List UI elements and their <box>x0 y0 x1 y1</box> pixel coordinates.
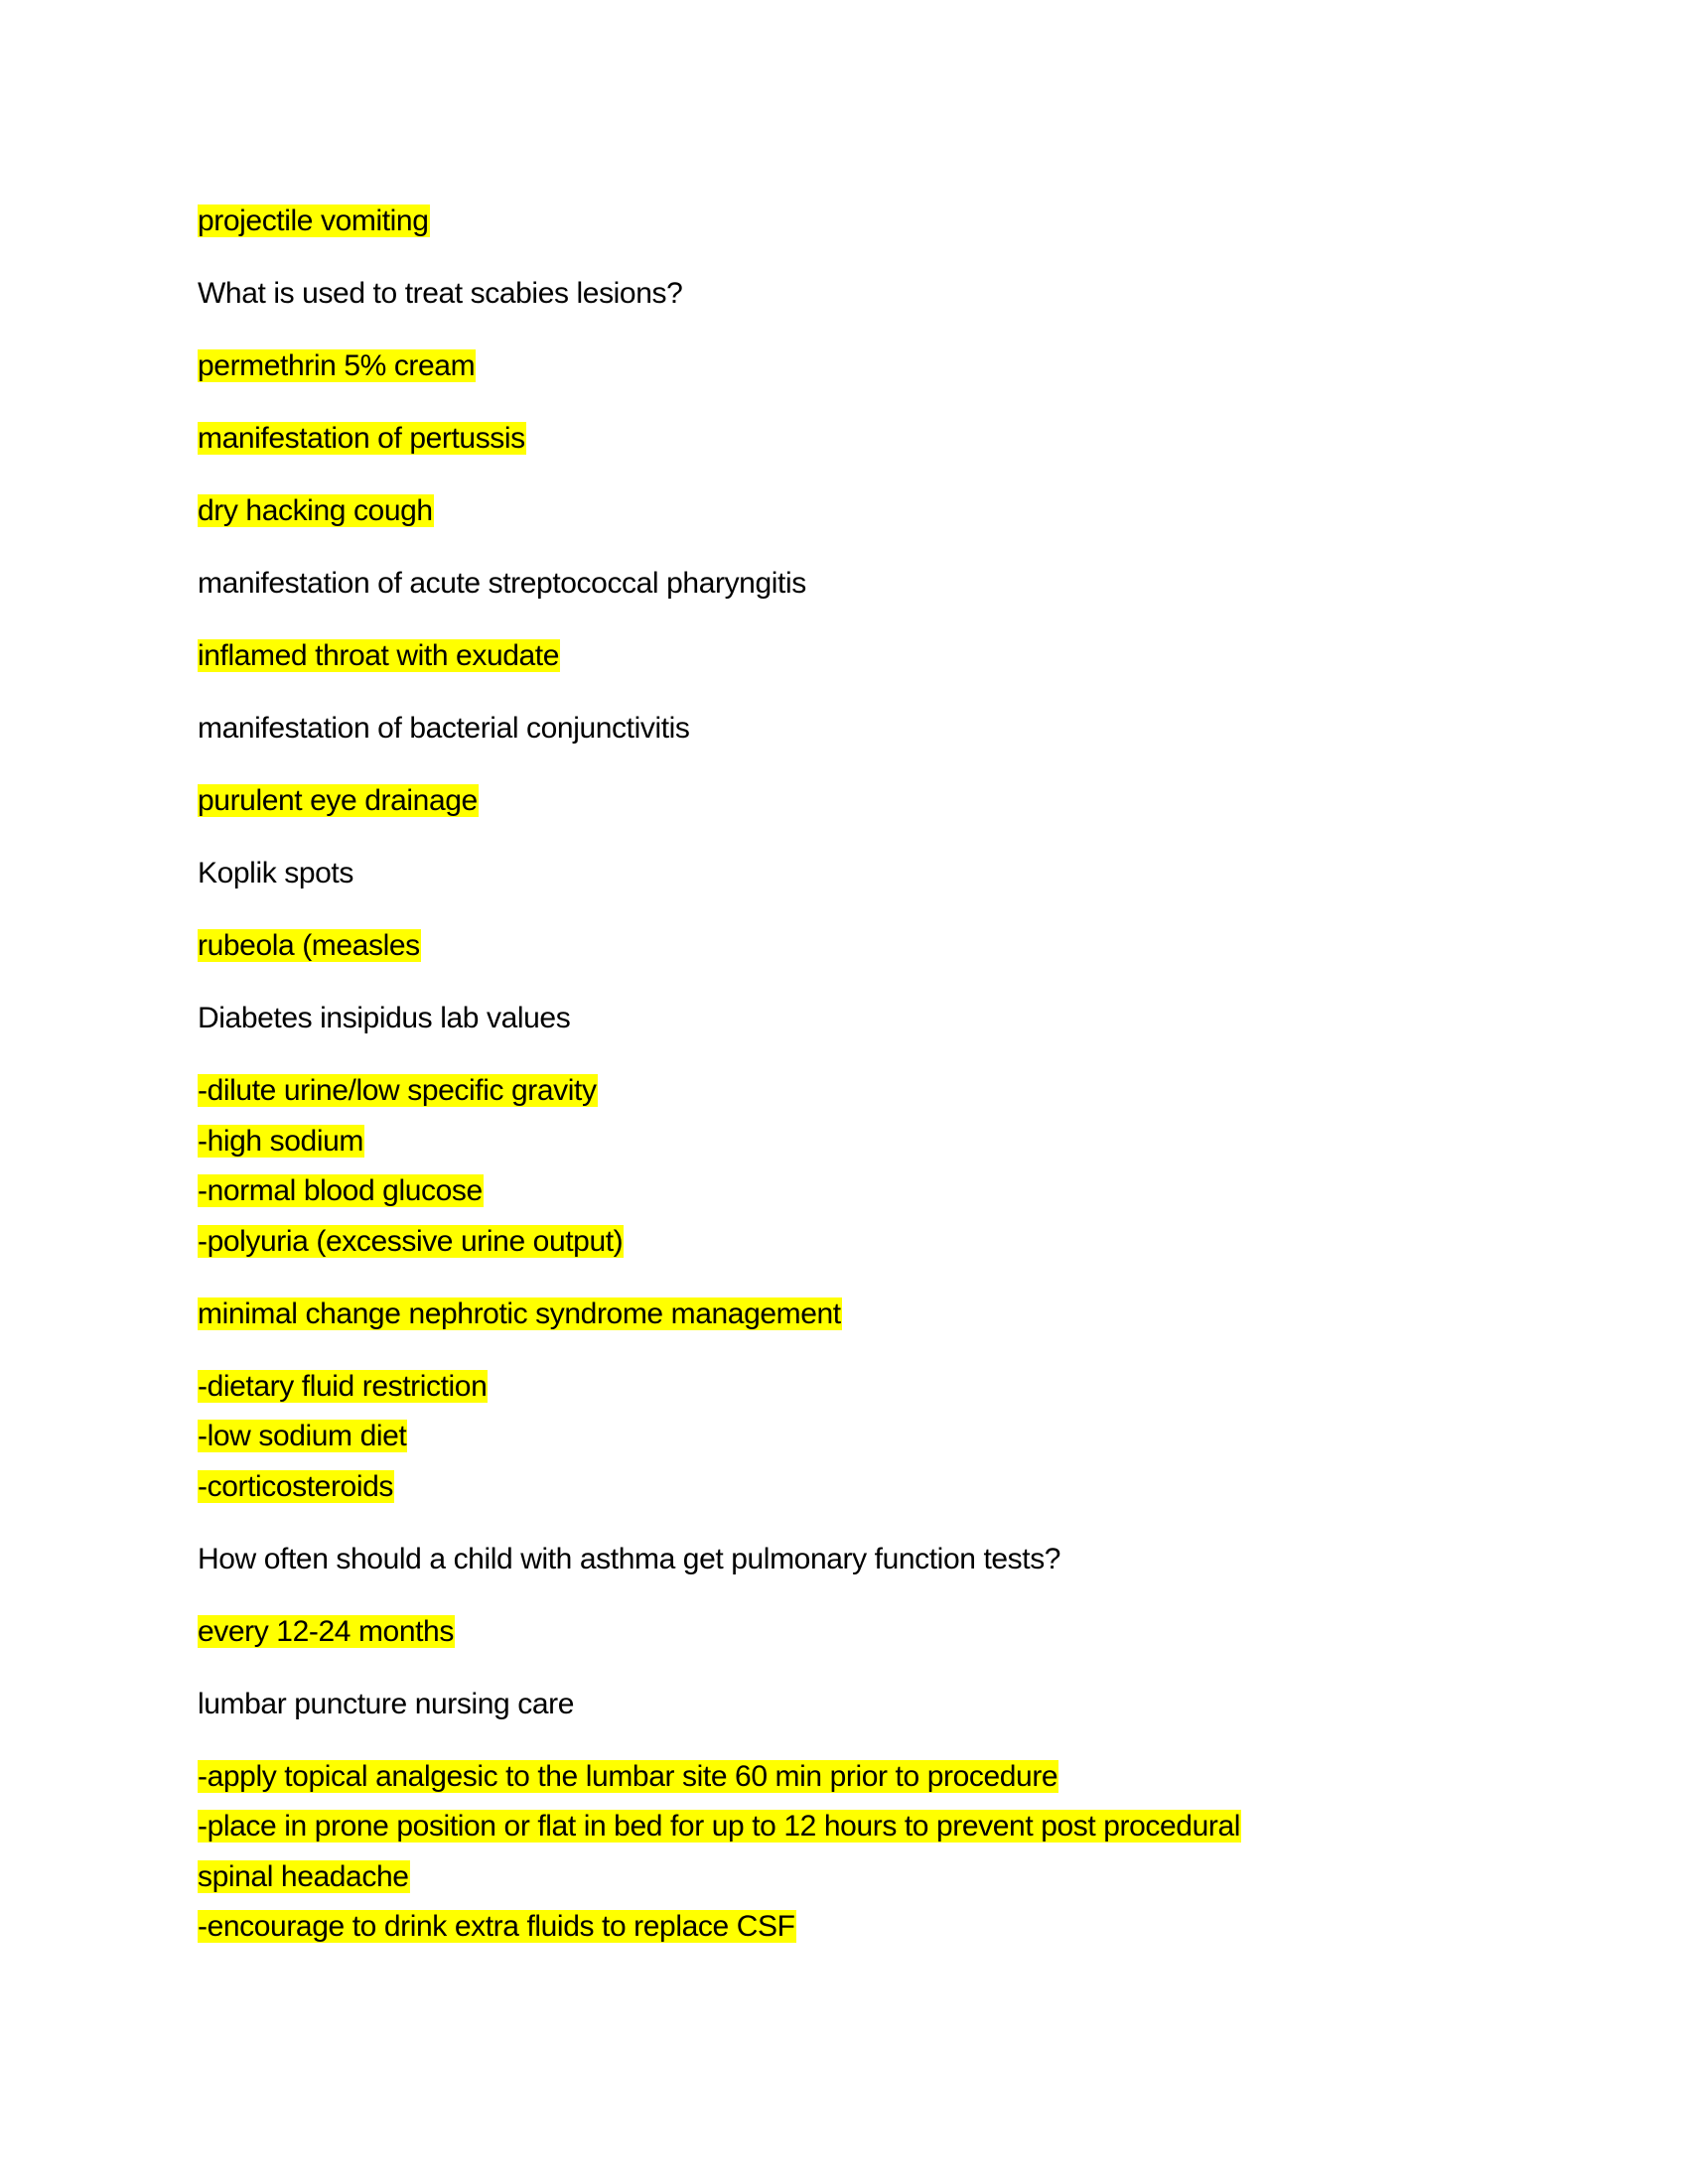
list-item: -encourage to drink extra fluids to replace CSF <box>198 1910 795 1943</box>
answer-inflamed-throat <box>198 631 1488 682</box>
highlighted-text: purulent eye drainage <box>198 784 478 817</box>
question-bacterial-conjunctivitis <box>198 704 1488 754</box>
answer-rubeola <box>198 921 1488 972</box>
list-item: -corticosteroids <box>198 1469 393 1503</box>
question-text: manifestation of bacterial conjunctivitis <box>198 712 690 745</box>
highlighted-text: projectile vomiting <box>198 205 429 237</box>
question-lumbar-puncture <box>198 1680 1488 1730</box>
list-item: -dilute urine/low specific gravity <box>198 1074 597 1107</box>
list-item-continuation: spinal headache <box>198 1859 409 1893</box>
highlighted-text: permethrin 5% cream <box>198 349 476 382</box>
answer-dry-hacking-cough <box>198 486 1488 537</box>
question-koplik-spots <box>198 849 1488 899</box>
answer-projectile-vomiting <box>198 197 1488 247</box>
answer-purulent-drainage <box>198 776 1488 827</box>
list-item: -high sodium <box>198 1124 363 1158</box>
question-text: Diabetes insipidus lab values <box>198 1002 571 1034</box>
list-item: -normal blood glucose <box>198 1174 483 1207</box>
list-item: -polyuria (excessive urine output) <box>198 1224 624 1258</box>
list-item: -dietary fluid restriction <box>198 1369 488 1403</box>
list-item: -apply topical analgesic to the lumbar site 60 min prior to procedure <box>198 1759 1058 1793</box>
answer-di-lab-values <box>198 1066 1488 1267</box>
highlighted-text: dry hacking cough <box>198 494 433 527</box>
question-text: manifestation of acute streptococcal pharyngitis <box>198 567 806 600</box>
answer-lumbar-puncture-care <box>198 1752 1488 1953</box>
question-scabies-treatment <box>198 269 1488 320</box>
question-text: How often should a child with asthma get pulmonary function tests? <box>198 1542 1061 1575</box>
document-page <box>198 197 1488 1975</box>
question-text: lumbar puncture nursing care <box>198 1687 575 1720</box>
answer-nephrotic-management <box>198 1362 1488 1513</box>
highlighted-text: rubeola (measles <box>198 929 420 962</box>
question-strep-pharyngitis <box>198 559 1488 610</box>
question-text: What is used to treat scabies lesions? <box>198 277 683 310</box>
highlighted-text: manifestation of pertussis <box>198 422 525 455</box>
list-item: -low sodium diet <box>198 1420 407 1452</box>
answer-pft-frequency <box>198 1607 1488 1658</box>
highlighted-text: minimal change nephrotic syndrome management <box>198 1297 841 1330</box>
question-text: Koplik spots <box>198 857 353 889</box>
question-asthma-pft <box>198 1535 1488 1585</box>
list-item: -place in prone position or flat in bed for up to 12 hours to prevent post procedural <box>198 1810 1240 1843</box>
highlighted-text: every 12-24 months <box>198 1614 454 1648</box>
answer-permethrin <box>198 341 1488 392</box>
question-nephrotic-syndrome <box>198 1290 1488 1340</box>
question-pertussis <box>198 414 1488 465</box>
highlighted-text: inflamed throat with exudate <box>198 639 560 672</box>
question-diabetes-insipidus <box>198 994 1488 1044</box>
